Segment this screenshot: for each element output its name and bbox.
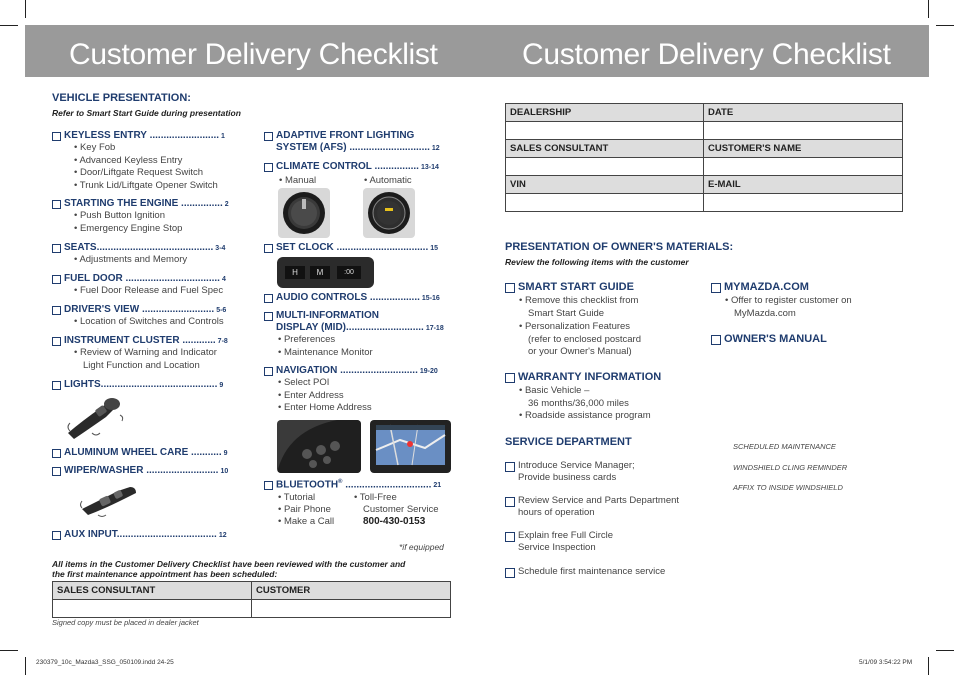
service-department-heading: SERVICE DEPARTMENT: [505, 436, 632, 448]
vehicle-presentation-heading: VEHICLE PRESENTATION:: [52, 92, 191, 104]
minute-button: M: [310, 266, 330, 279]
dealer-jacket-note: Signed copy must be placed in dealer jacket: [52, 618, 199, 627]
crop-mark: [928, 657, 929, 675]
hour-button: H: [285, 266, 305, 279]
checkbox[interactable]: [52, 467, 61, 476]
light-switch-stalk-image: [62, 393, 130, 443]
checklist-item-owners-manual: OWNER'S MANUAL: [711, 333, 827, 345]
service-item-review-hours: Review Service and Parts Department hours of operation: [505, 495, 679, 519]
sales-consultant-header: SALES CONSULTANT: [53, 582, 252, 600]
checkbox[interactable]: [505, 532, 515, 542]
timestamp-footer: 5/1/09 3:54:22 PM: [859, 659, 913, 666]
clock-buttons-image: [277, 257, 374, 288]
automatic-climate-knob-image: [363, 188, 415, 238]
dealership-field[interactable]: [506, 122, 704, 140]
checkbox[interactable]: [52, 306, 61, 315]
customers-name-header: CUSTOMER'S NAME: [704, 140, 903, 158]
bluetooth-customer-service: • Toll-Free Customer Service 800-430-0153: [354, 492, 439, 527]
scheduled-maintenance-note: SCHEDULED MAINTENANCE: [733, 442, 836, 451]
signature-table: [52, 581, 451, 618]
checklist-item-wiper-washer: WIPER/WASHER .......................... 10: [52, 465, 228, 476]
service-item-introduce-manager: Introduce Service Manager; Provide business cards: [505, 460, 635, 484]
checkbox[interactable]: [52, 200, 61, 209]
sales-consultant-header: SALES CONSULTANT: [506, 140, 704, 158]
service-item-schedule-maintenance: Schedule first maintenance service: [505, 566, 665, 578]
sales-consultant-signature-field[interactable]: [53, 600, 252, 618]
checkbox[interactable]: [505, 283, 515, 293]
page-title-left: Customer Delivery Checklist: [69, 38, 438, 71]
checkbox[interactable]: [52, 244, 61, 253]
checkbox[interactable]: [264, 481, 273, 490]
crop-mark: [0, 25, 18, 26]
checkbox[interactable]: [264, 244, 273, 253]
checklist-item-audio-controls: AUDIO CONTROLS .................. 15-16: [264, 292, 440, 303]
checklist-item-mid: MULTI-INFORMATION DISPLAY (MID)............................ 17-18 • Preferences • Maintenance Monitor: [264, 310, 444, 359]
review-statement: All items in the Customer Delivery Checklist have been reviewed with the customer and the first maintenance appointment has been scheduled:: [52, 559, 406, 579]
checklist-item-starting-engine: STARTING THE ENGINE ............... 2 • Push Button Ignition • Emergency Engine Stop: [52, 198, 229, 235]
dealership-header: DEALERSHIP: [506, 104, 704, 122]
checkbox[interactable]: [264, 163, 273, 172]
checklist-item-aluminum-wheel-care: ALUMINUM WHEEL CARE ........... 9: [52, 447, 228, 458]
steering-wheel-controls-image: [277, 420, 361, 473]
crop-mark: [25, 657, 26, 675]
climate-option-automatic: • Automatic: [364, 175, 412, 186]
checkbox[interactable]: [505, 497, 515, 507]
checklist-item-bluetooth: BLUETOOTH® ............................... 21: [264, 479, 441, 490]
crop-mark: [25, 0, 26, 18]
crop-mark: [936, 25, 954, 26]
customer-signature-field[interactable]: [252, 600, 451, 618]
checkbox[interactable]: [52, 449, 61, 458]
zero-minute-button: :00: [337, 266, 361, 279]
checklist-item-lights: LIGHTS.......................................... 9: [52, 379, 223, 390]
navigation-screen-image: [370, 420, 451, 473]
checklist-item-afs: ADAPTIVE FRONT LIGHTING SYSTEM (AFS) ............................. 12: [264, 130, 440, 153]
checkbox[interactable]: [52, 531, 61, 540]
checklist-item-keyless-entry: KEYLESS ENTRY ......................... 1 • Key Fob • Advanced Keyless Entry • Door/Liftgate Request Switch • Trunk Lid/Liftgate Opener Switch: [52, 130, 225, 192]
email-header: E-MAIL: [704, 176, 903, 194]
checklist-item-mymazda: MYMAZDA.COM • Offer to register customer on MyMazda.com: [711, 281, 852, 320]
crop-mark: [0, 650, 18, 651]
checkbox[interactable]: [264, 312, 273, 321]
sales-consultant-field[interactable]: [506, 158, 704, 176]
windshield-cling-note: WINDSHIELD CLING REMINDER: [733, 463, 848, 472]
checkbox[interactable]: [264, 367, 273, 376]
customer-header: CUSTOMER: [252, 582, 451, 600]
checkbox[interactable]: [505, 462, 515, 472]
vin-header: VIN: [506, 176, 704, 194]
date-header: DATE: [704, 104, 903, 122]
checkbox[interactable]: [52, 337, 61, 346]
checkbox[interactable]: [264, 294, 273, 303]
checklist-item-set-clock: SET CLOCK ................................. 15: [264, 242, 438, 253]
checkbox[interactable]: [52, 132, 61, 141]
bluetooth-features-list: • Tutorial • Pair Phone • Make a Call: [278, 492, 335, 527]
vin-field[interactable]: [506, 194, 704, 212]
checklist-item-smart-start-guide: SMART START GUIDE • Remove this checklist from Smart Start Guide • Personalization Features (refer to enclosed postcard or your Owner's Manual): [505, 281, 641, 359]
owners-materials-subheading: Review the following items with the customer: [505, 257, 689, 267]
checkbox[interactable]: [505, 373, 515, 383]
checklist-item-aux-input: AUX INPUT.................................... 12: [52, 529, 227, 540]
checklist-item-warranty: WARRANTY INFORMATION • Basic Vehicle – 36 months/36,000 miles • Roadside assistance program: [505, 371, 661, 423]
checklist-item-fuel-door: FUEL DOOR .................................. 4 • Fuel Door Release and Fuel Spec: [52, 273, 226, 298]
checkbox[interactable]: [711, 283, 721, 293]
date-field[interactable]: [704, 122, 903, 140]
checklist-item-drivers-view: DRIVER'S VIEW .......................... 5-6 • Location of Switches and Controls: [52, 304, 226, 329]
checklist-item-navigation: NAVIGATION ............................ 19-20 • Select POI • Enter Address • Enter Home Address: [264, 365, 438, 415]
checkbox[interactable]: [52, 381, 61, 390]
climate-option-manual: • Manual: [279, 175, 317, 186]
checkbox[interactable]: [264, 132, 273, 141]
if-equipped-note: *if equipped: [399, 542, 444, 552]
customers-name-field[interactable]: [704, 158, 903, 176]
page-title-right: Customer Delivery Checklist: [522, 38, 891, 71]
checklist-item-instrument-cluster: INSTRUMENT CLUSTER ............ 7-8 • Review of Warning and Indicator Light Function and Location: [52, 335, 228, 372]
service-item-full-circle: Explain free Full Circle Service Inspection: [505, 530, 613, 554]
checklist-item-seats: SEATS.......................................... 3-4 • Adjustments and Memory: [52, 242, 225, 267]
owners-materials-heading: PRESENTATION OF OWNER'S MATERIALS:: [505, 241, 734, 253]
email-field[interactable]: [704, 194, 903, 212]
vehicle-presentation-subheading: Refer to Smart Start Guide during presentation: [52, 108, 241, 118]
customer-service-phone: 800-430-0153: [363, 516, 426, 527]
customer-info-table: [505, 103, 903, 212]
wiper-switch-stalk-image: [78, 479, 142, 519]
file-info-footer: 230379_10c_Mazda3_SSG_050109.indd 24-25: [36, 659, 174, 666]
checkbox[interactable]: [52, 275, 61, 284]
checkbox[interactable]: [505, 568, 515, 578]
affix-windshield-note: AFFIX TO INSIDE WINDSHIELD: [733, 483, 843, 492]
checklist-item-climate-control: CLIMATE CONTROL ................ 13-14: [264, 161, 439, 172]
crop-mark: [928, 0, 929, 18]
manual-climate-knob-image: [278, 188, 330, 238]
checkbox[interactable]: [711, 335, 721, 345]
crop-mark: [936, 650, 954, 651]
